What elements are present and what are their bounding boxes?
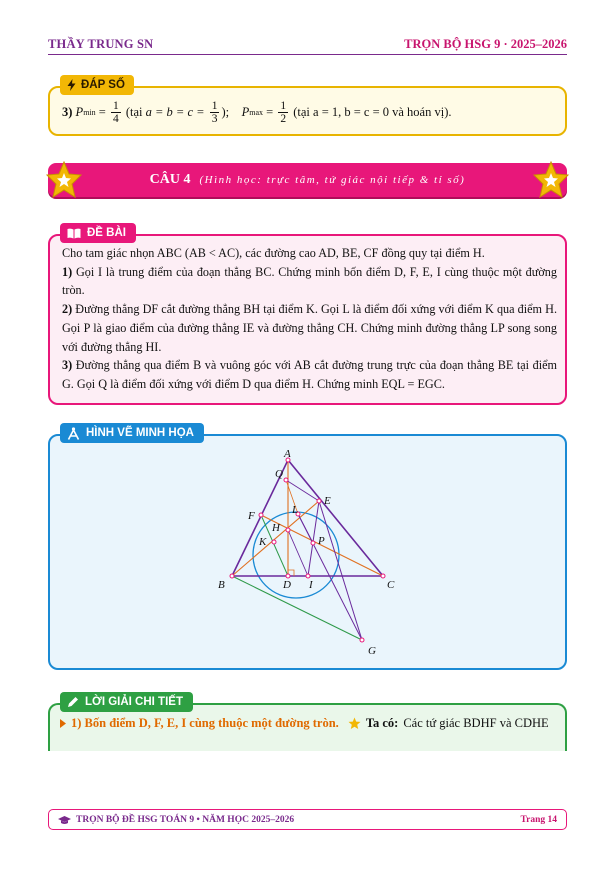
line-eg [319,501,362,640]
pmin-sub: min [83,107,96,117]
pen-icon [67,696,79,708]
problem-tag [60,223,136,243]
point-f [259,513,263,517]
pmax-fraction: $\frac{1}{2}$ [280,99,287,125]
line-ag [288,460,362,640]
problem-part-2: 2) Đường thẳng DF cắt đường thẳng BH tại điểm K. Gọi L là điểm đối xứng với điểm K qua điểm H. Gọi P là giao điểm của đường thẳng IE và đường thẳng CH. Chứng minh đường thẳng LP song song với đường thẳng HI. [62,302,557,354]
pmin-cond-pre: (tại [125,104,143,119]
problem-part-1: 1) Gọi I là trung điểm của đoạn thẳng BC. Chứng minh bốn điểm D, F, E, I cùng thuộc một đường tròn. [62,264,557,298]
page-number: Trang 14 [520,815,557,825]
point-h [286,528,290,532]
geometry-figure [48,434,567,670]
graduation-cap-icon [58,816,71,825]
answer-item-number: 3) [62,104,73,119]
point-c [381,574,385,578]
footer-left-text: TRỌN BỘ ĐỀ HSG TOÁN 9 • NĂM HỌC 2025–2026 [76,815,295,825]
question-banner [48,163,567,197]
label-l: L [292,504,299,516]
line-qe [286,480,319,501]
label-b: B [218,579,225,591]
label-a: A [284,448,291,460]
label-c: C [387,579,395,591]
pmax-sub: max [249,107,264,117]
line-bg [232,576,362,640]
label-q: Q [275,468,283,480]
label-k: K [259,536,267,548]
point-g [360,638,364,642]
pmin-label: P [75,104,84,119]
problem-part-3: 3) Đường thẳng qua điểm B và vuông góc với AB cắt đường trung trực của đoạn thẳng BE tại điểm G. Gọi Q là điểm đối xứng với điểm D qua điểm H. Chứng minh EQL = EGC. [62,358,557,391]
solution-tag-label: LỜI GIẢI CHI TIẾT [85,696,183,708]
header-right: TRỌN BỘ HSG 9 · 2025–2026 [404,37,567,51]
point-e [317,499,321,503]
solution-text: Các tứ giác BDHF và CDHE [403,716,549,730]
header-left: THẦY TRUNG SN [48,37,154,51]
altitude-be [232,501,319,576]
line-cg [362,576,383,640]
label-g: G [368,645,376,657]
pmin-cond-post: ); [221,104,230,119]
label-e: E [324,495,331,507]
star-icon [348,717,361,730]
problem-intro: Cho tam giác nhọn ABC (AB < AC), các đường cao AD, BE, CF đồng quy tại điểm H. [62,246,485,260]
label-p: P [318,535,325,547]
pmin-fraction: $\frac{1}{4}$ [112,99,119,125]
header-rule [48,54,567,55]
point-q [284,478,288,482]
problem-tag-label: ĐỀ BÀI [87,227,126,239]
pmin-cond-fraction: $\frac{1}{3}$ [211,99,218,125]
triangle-bullet-icon [60,719,66,728]
answer-line: 3) P min = $\frac{1}{4}$ (tại a = b = c = $\frac{1}{3}$ ); P max = $\frac{1}{2}$ (tại a = 1, b = c = 0 và hoán vị). [62,99,452,125]
solution-lead: Ta có: [365,716,399,730]
label-h: H [272,522,280,534]
question-topic: (Hình học: trực tâm, tứ giác nội tiếp & tỉ số) [199,174,466,186]
label-d: D [283,579,291,591]
star-right-icon [533,161,569,199]
pmin-cond-eq: a = b = c = [145,104,205,119]
point-k [272,540,276,544]
point-b [230,574,234,578]
point-d [286,574,290,578]
question-number: CÂU 4 [149,172,191,187]
answer-tag-label: ĐÁP SỐ [81,79,125,91]
point-i [306,574,310,578]
book-icon [67,228,81,239]
answer-tag [60,75,134,95]
solution-tag [60,692,193,712]
label-f: F [248,510,255,522]
problem-text [62,244,557,394]
figure-tag-label: HÌNH VẼ MINH HỌA [86,427,194,439]
label-i: I [309,579,313,591]
star-left-icon [46,161,82,199]
point-p [311,541,315,545]
pmax-label: P [241,104,250,119]
pmax-cond: (tại a = 1, b = c = 0 và hoán vị). [293,104,452,119]
lightning-icon [67,79,76,91]
solution-line [60,716,549,731]
footer-left [58,812,294,828]
solution-heading: 1) Bốn điểm D, F, E, I cùng thuộc một đường tròn. [71,716,339,730]
